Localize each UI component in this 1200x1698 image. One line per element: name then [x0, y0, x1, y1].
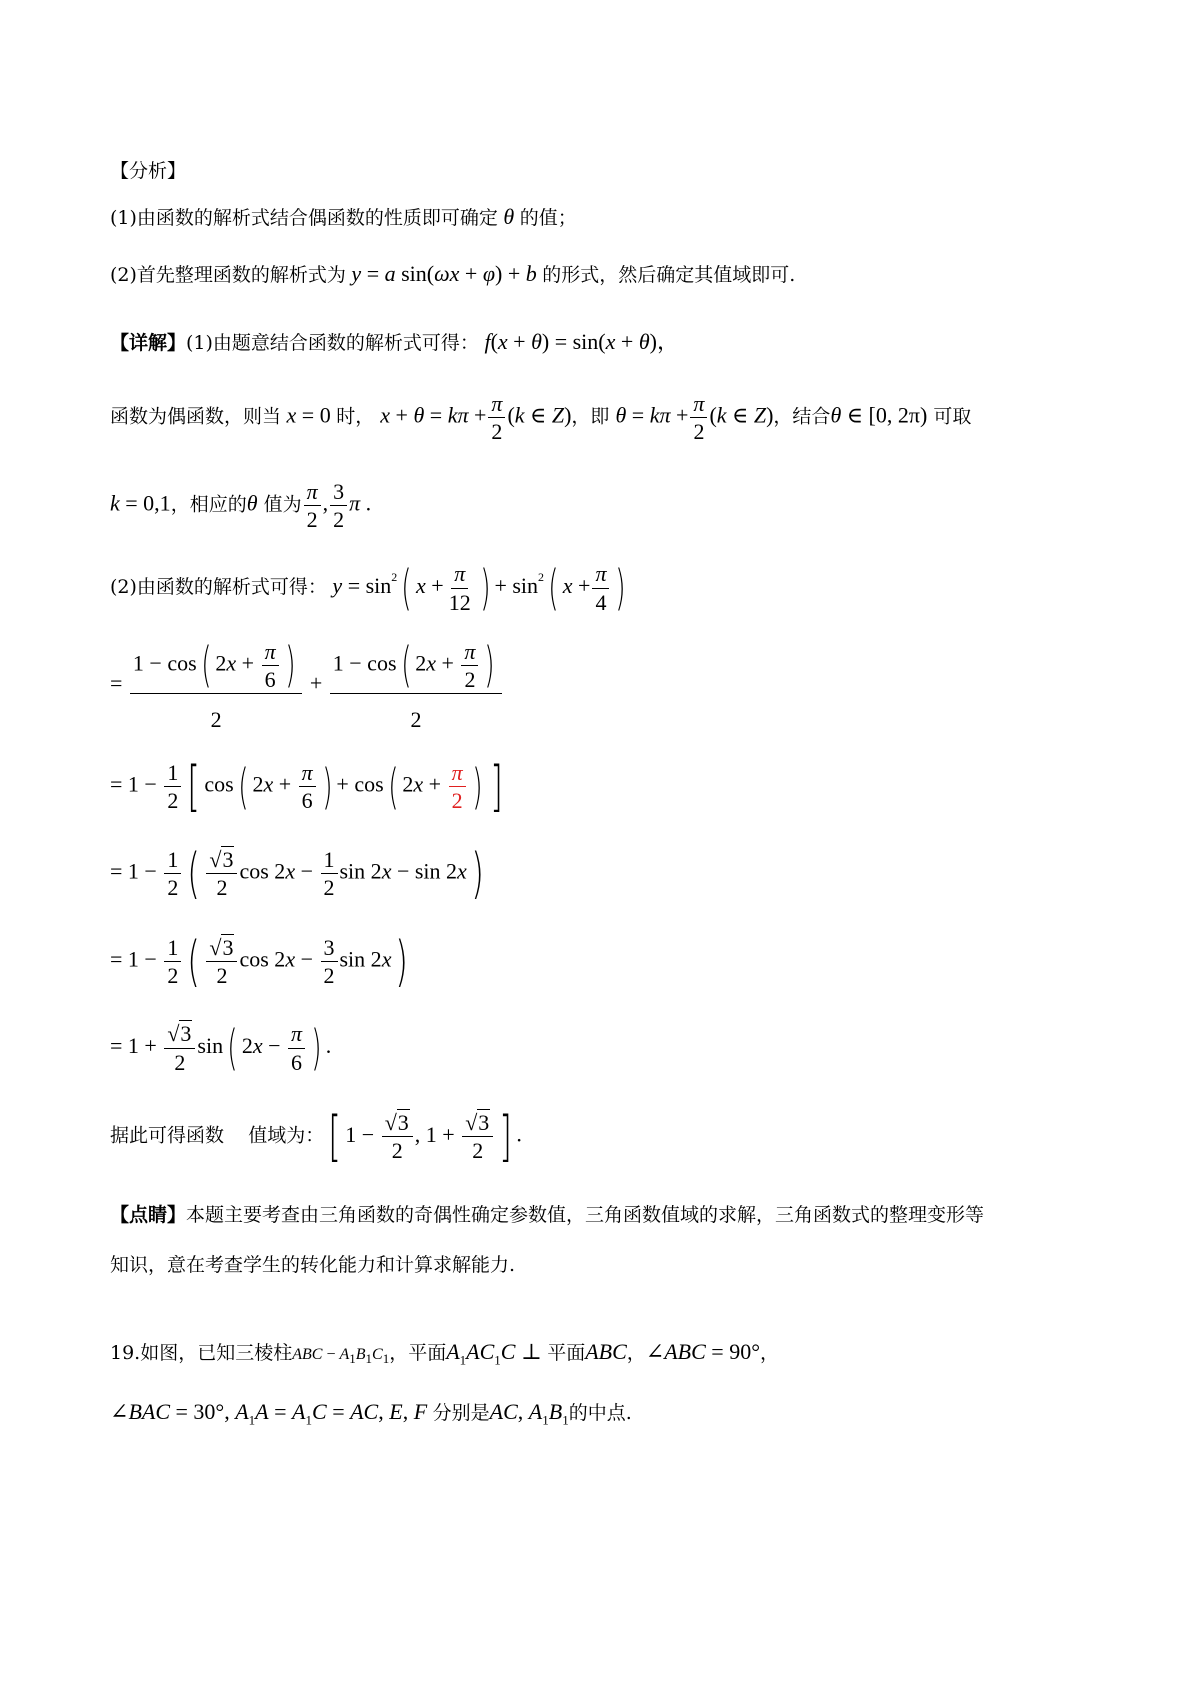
question-19-line-1: 19.如图，已知三棱柱ABC − $A_1B_1C_1$，平面$A_1AC_1C$ ⊥ 平面ABC，∠ABC = 90°， [110, 1339, 780, 1368]
comment-line-2: 知识，意在考查学生的转化能力和计算求解能力. [110, 1254, 516, 1276]
detail-part-1: 【详解】(1)由题意结合函数的解析式可得： f(x + θ) = sin(x + θ)， [110, 329, 679, 354]
derivation-step-5: = 1 + $\frac{√3}{2}$ sin( 2x − $\frac{\pi}{6}$ ) . [110, 1020, 332, 1076]
comment-line-1: 【点睛】本题主要考查由三角函数的奇偶性确定参数值，三角函数值域的求解，三角函数式的整理变形等 [110, 1204, 985, 1226]
analysis-heading: 【分析】 [110, 160, 187, 182]
derivation-step-2: = 1 − $\frac{1}{2}$ [ cos( 2x + $\frac{\pi}{6}$ ) + cos( 2x + $\frac{\pi}{2}$ ) ] [110, 755, 504, 818]
k-values-line: k = 0,1，相应的θ 值为 $\frac{\pi}{2}$ , $\frac{3}{2}$ π . [110, 479, 372, 533]
derivation-step-1: = 1 − cos( 2x + $\frac{\pi}{6}$ ) 2 + 1 − cos( 2x + $\frac{\pi}{2}$ ) 2 [110, 640, 504, 731]
analysis-point-1: (1)由函数的解析式结合偶函数的性质即可确定 θ 的值； [110, 204, 577, 229]
analysis-point-2: (2)首先整理函数的解析式为 y = a sin(ωx + φ) + b 的形式，然后确定其值域即可. [110, 261, 796, 286]
range-line: 据此可得函数 值域为：[ 1 − $\frac{√3}{2}$ , 1 + $\frac{√3}{2}$ ] . [110, 1105, 522, 1168]
derivation-step-4: = 1 − $\frac{1}{2}$ ( $\frac{√3}{2}$ cos 2x − $\frac{3}{2}$ sin 2x) [110, 930, 409, 993]
even-function-line: 函数为偶函数，则当 x = 0 时， x + θ = kπ + $\frac{\pi}{2}$ (k ∈ Z)，即 θ = kπ + $\frac{\pi}{2}$ (k ∈ Z)，结合θ ∈ [0, 2π) 可取 [110, 391, 972, 445]
derivation-step-3: = 1 − $\frac{1}{2}$ ( $\frac{√3}{2}$ cos 2x − $\frac{1}{2}$ sin 2x − sin 2x) [110, 842, 484, 905]
question-19-line-2: ∠BAC = 30°, $A_1A = A_1C$ = AC, E, F 分别是AC, $A_1B_1$的中点. [110, 1399, 632, 1428]
detail-part-2: (2)由函数的解析式可得： $y = \sin^2$( x + $\frac{\pi}{12}$ ) + $\sin^2$( x + $\frac{\pi}{4}$ ) [110, 560, 627, 616]
